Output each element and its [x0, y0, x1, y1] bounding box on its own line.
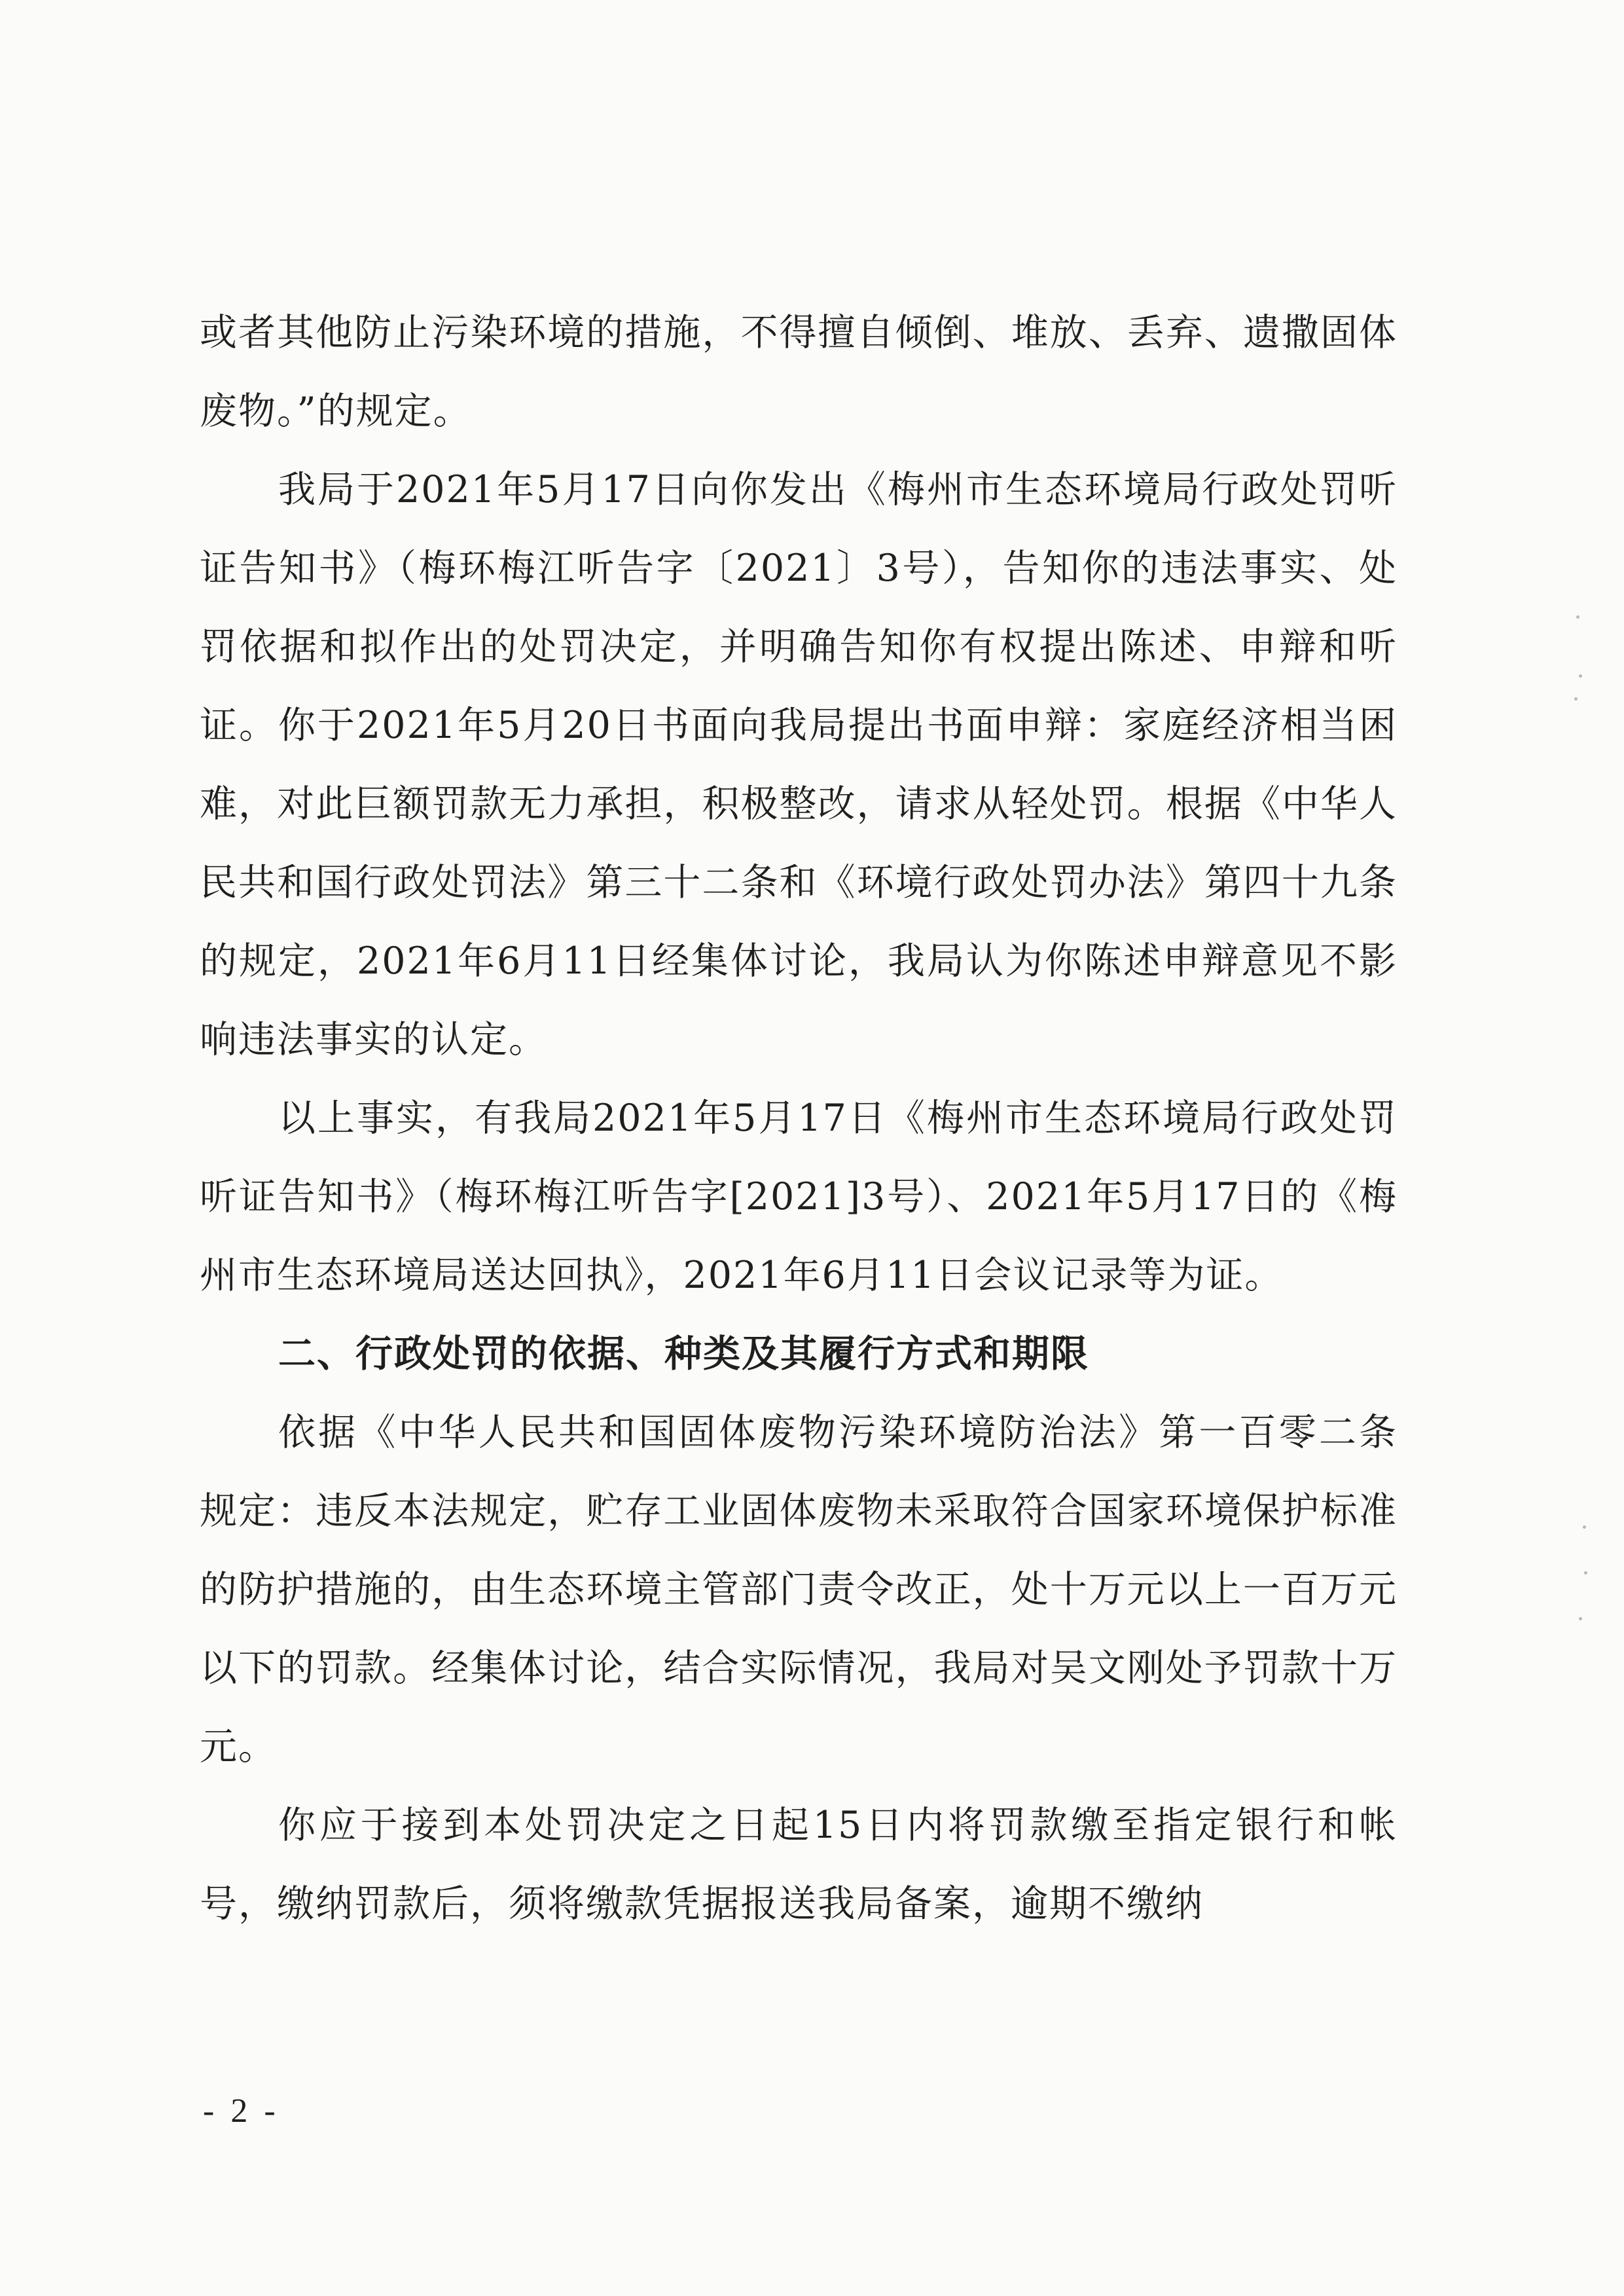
section-heading: 二、行政处罚的依据、种类及其履行方式和期限 — [278, 1332, 1089, 1376]
scan-speck — [1574, 697, 1578, 701]
page-number: - 2 - — [203, 2092, 280, 2130]
body-text — [200, 293, 1398, 1943]
scan-speck — [1584, 1571, 1587, 1575]
scan-speck — [1576, 615, 1579, 619]
paragraph-payment: 你应于接到本处罚决定之日起15日内将罚款缴至指定银行和帐号，缴纳罚款后，须将缴款凭据报送我局备案，逾期不缴纳 — [200, 1804, 1398, 1925]
paragraph-legal-basis: 依据《中华人民共和国固体废物污染环境防治法》第一百零二条规定：违反本法规定，贮存工业固体废物未采取符合国家环境保护标准的防护措施的，由生态环境主管部门责令改正，处十万元以上一百万元以下的罚款。经集体讨论，结合实际情况，我局对吴文刚处予罚款十万元。 — [200, 1411, 1398, 1768]
scan-speck — [1579, 1617, 1582, 1620]
paragraph-continuation: 或者其他防止污染环境的措施，不得擅自倾倒、堆放、丢弃、遗撒固体废物。”的规定。 — [200, 311, 1398, 433]
scan-speck — [1579, 674, 1582, 678]
paragraph-evidence: 以上事实，有我局2021年5月17日《梅州市生态环境局行政处罚听证告知书》（梅环梅江听告字[2021]3号）、2021年5月17日的《梅州市生态环境局送达回执》，2021年6月11日会议记录等为证。 — [200, 1097, 1398, 1297]
scan-speck — [1583, 1525, 1586, 1529]
paragraph-hearing-notice: 我局于2021年5月17日向你发出《梅州市生态环境局行政处罚听证告知书》（梅环梅江听告字〔2021〕3号），告知你的违法事实、处罚依据和拟作出的处罚决定，并明确告知你有权提出陈述、申辩和听证。你于2021年5月20日书面向我局提出书面申辩：家庭经济相当困难，对此巨额罚款无力承担，积极整改，请求从轻处罚。根据《中华人民共和国行政处罚法》第三十二条和《环境行政处罚办法》第四十九条的规定，2021年6月11日经集体讨论，我局认为你陈述申辩意见不影响违法事实的认定。 — [200, 468, 1398, 1061]
